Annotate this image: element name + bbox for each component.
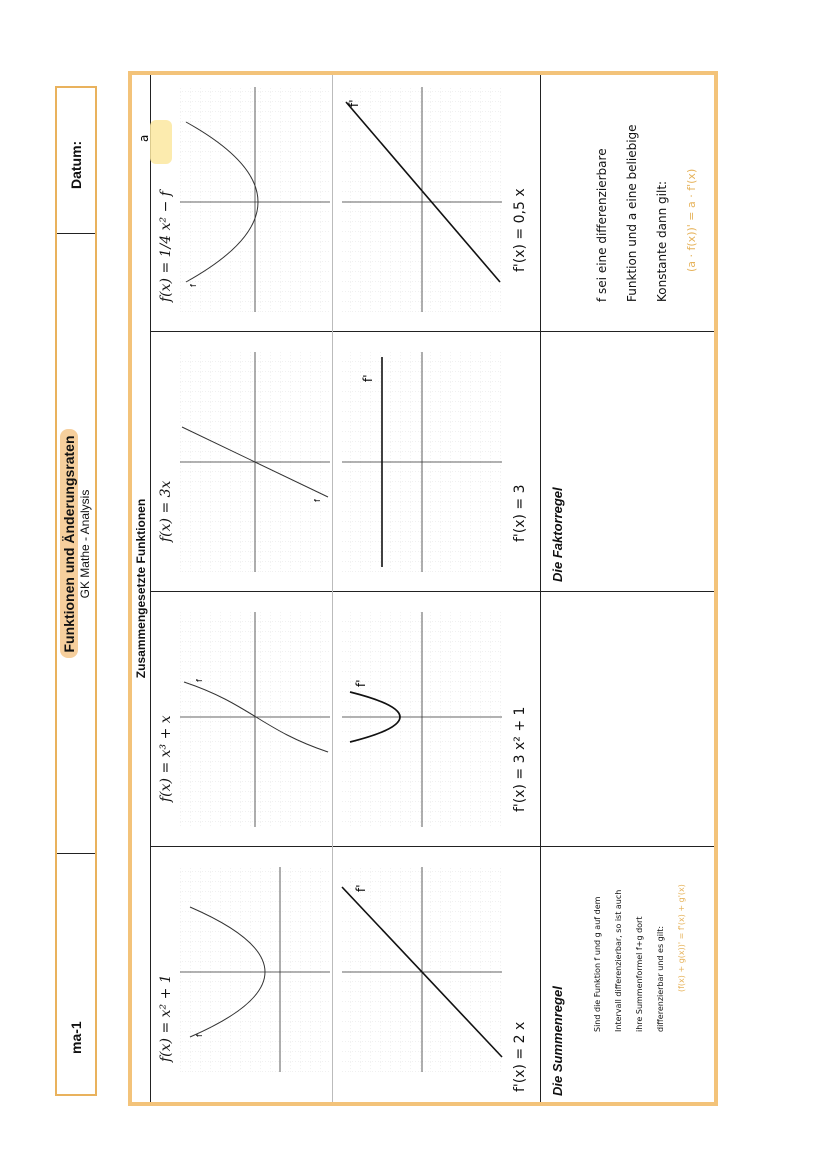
derivative-label-4: f'(x) = 0,5 x	[512, 188, 528, 272]
curve-label-4: f	[189, 284, 198, 287]
date-label: Datum:	[68, 140, 84, 189]
graph-f-col3	[180, 352, 330, 572]
functions-panel	[128, 71, 718, 1106]
sheet-title: Funktionen und Änderungsraten	[60, 430, 78, 659]
section-title: Zusammengesetzte Funktionen	[134, 498, 148, 679]
rule-title-factor: Die Faktorregel	[550, 487, 565, 582]
derivative-label-2: f'(x) = 3 x² + 1	[512, 706, 528, 812]
deriv-label-1: f'	[354, 884, 368, 892]
sum-rule-formula: (f(x) + g(x))' = f'(x) + g'(x)	[677, 884, 686, 992]
deriv-label-2: f'	[354, 679, 368, 687]
graph-f-col4	[180, 87, 330, 312]
derivative-label-3: f'(x) = 3	[512, 484, 528, 542]
function-label-1: f(x) = x² + 1	[158, 974, 174, 1062]
curve-label-1: f	[195, 1034, 204, 1037]
sum-rule-line-4: differenzierbar und es gilt:	[656, 925, 665, 1032]
factor-rule-line-2: Funktion und a eine beliebige	[625, 124, 639, 302]
function-label-4: f(x) = 1/4 x² − f	[158, 191, 174, 302]
curve-label-2: f	[195, 679, 204, 682]
curve-label-3: f	[313, 499, 322, 502]
graph-fprime-col3	[342, 352, 502, 572]
graph-f-col2	[180, 612, 330, 827]
function-label-2: f(x) = x³ + x	[158, 715, 174, 802]
graph-fprime-col4	[342, 87, 502, 312]
deriv-label-3: f'	[361, 374, 375, 382]
graph-fprime-col2	[342, 612, 502, 827]
sum-rule-line-3: ihre Summenformel f+g dort	[635, 916, 644, 1032]
header-center	[57, 234, 95, 854]
deriv-label-4: f'	[347, 99, 361, 107]
sheet-subtitle: GK Mathe - Analysis	[78, 489, 92, 599]
annotation-a: a	[137, 134, 151, 142]
derivative-label-1: f'(x) = 2 x	[512, 1021, 528, 1092]
graph-f-col1	[180, 867, 330, 1072]
rule-title-sum: Die Summenregel	[550, 986, 565, 1096]
sheet-code: ma-1	[68, 1021, 84, 1054]
function-label-3: f(x) = 3x	[158, 480, 174, 542]
factor-rule-line-3: Konstante dann gilt:	[655, 180, 669, 302]
factor-rule-line-1: f sei eine differenzierbare	[595, 148, 609, 302]
factor-rule-formula: (a · f(x))' = a · f'(x)	[685, 168, 698, 272]
sum-rule-line-2: Intervall differenzierbar, so ist auch	[614, 889, 623, 1032]
header-strip	[55, 86, 97, 1096]
sum-rule-line-1: Sind die Funktion f und g auf dem	[593, 896, 602, 1032]
graph-fprime-col1	[342, 867, 502, 1072]
